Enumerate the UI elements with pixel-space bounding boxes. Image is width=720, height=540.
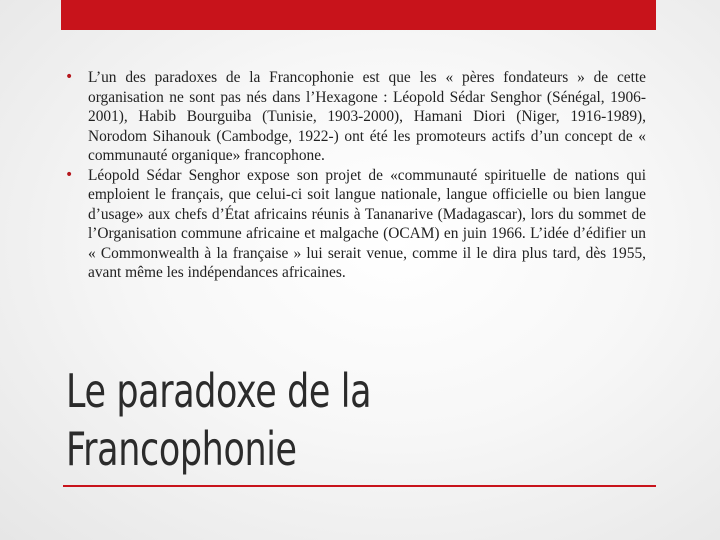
slide-body	[60, 68, 646, 283]
bullet-list	[60, 68, 646, 283]
title-line-1: Le paradoxe de la	[66, 364, 372, 418]
top-accent-bar	[61, 0, 656, 30]
bullet-text: Léopold Sédar Senghor expose son projet de «communauté spirituelle de nations qui emploient le français, que celui-ci soit langue nationale, langue officielle ou bien langue d’usage» aux chefs d’État africains réunis à Tananarive (Madagascar), lors du sommet de l’Organisation commune africaine et malgache (OCAM) en juin 1966. L’idée d’édifier un « Commonwealth à la française » lui serait venue, comme il le dira plus tard, dès 1955, avant même les indépendances africaines.	[88, 166, 646, 281]
slide-title	[66, 362, 371, 478]
bullet-item	[60, 166, 646, 283]
bullet-text: L’un des paradoxes de la Francophonie est que les « pères fondateurs » de cette organisation ne sont pas nés dans l’Hexagone : Léopold Sédar Senghor (Sénégal, 1906-2001), Habib Bourguiba (Tunisie, 1903-2000), Hamani Diori (Niger, 1916-1989), Norodom Sihanouk (Cambodge, 1922-) ont été les promoteurs actifs d’un concept de « communauté organique» francophone.	[88, 69, 646, 164]
title-underline	[63, 485, 656, 487]
bullet-item	[60, 68, 646, 166]
title-line-2: Francophonie	[66, 422, 297, 476]
bullet-marker: •	[65, 69, 74, 85]
bullet-marker: •	[65, 166, 74, 183]
